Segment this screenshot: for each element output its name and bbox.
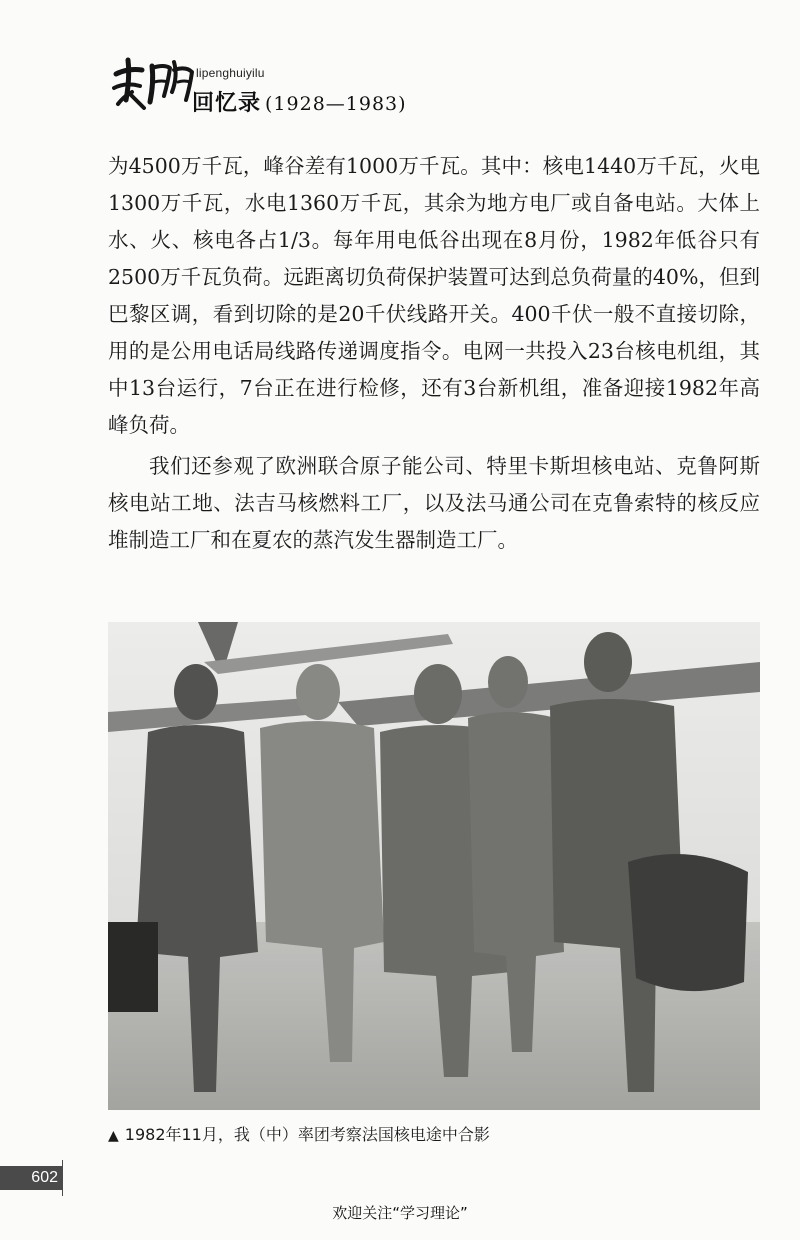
page-number-rule — [62, 1160, 63, 1196]
caption-triangle-icon: ▲ — [108, 1128, 119, 1144]
paragraph: 为4500万千瓦，峰谷差有1000万千瓦。其中：核电1440万千瓦，火电1300万千瓦，水电1360万千瓦，其余为地方电厂或自备电站。大体上水、火、核电各占1/3。每年用电低谷出现在8月份，1982年低谷只有2500万千瓦负荷。远距离切负荷保护装置可达到总负荷量的40%，但到巴黎区调，看到切除的是20千伏线路开关。400千伏一般不直接切除，用的是公用电话局线路传递调度指令。电网一共投入23台核电机组，其中13台运行，7台正在进行检修，还有3台新机组，准备迎接1982年高峰负荷。 — [108, 154, 760, 437]
group-photo — [108, 622, 760, 1110]
paragraph: 我们还参观了欧洲联合原子能公司、特里卡斯坦核电站、克鲁阿斯核电站工地、法吉马核燃料工厂，以及法马通公司在克鲁索特的核反应堆制造工厂和在夏农的蒸汽发生器制造工厂。 — [108, 454, 760, 552]
book-title-text: 回忆录 — [192, 90, 262, 116]
book-title-years: (1928—1983) — [265, 93, 407, 115]
page-number: 602 — [0, 1166, 62, 1190]
footer-note: 欢迎关注“学习理论” — [332, 1204, 468, 1222]
photo-illustration — [108, 622, 760, 1110]
photo-caption — [108, 1122, 760, 1145]
body-text — [108, 148, 760, 559]
book-title — [192, 86, 407, 117]
header-pinyin: lipenghuiyilu — [196, 66, 265, 80]
calligraphy-signature — [108, 52, 198, 116]
caption-text: 1982年11月，我（中）率团考察法国核电途中合影 — [124, 1125, 490, 1144]
running-header — [108, 52, 708, 122]
